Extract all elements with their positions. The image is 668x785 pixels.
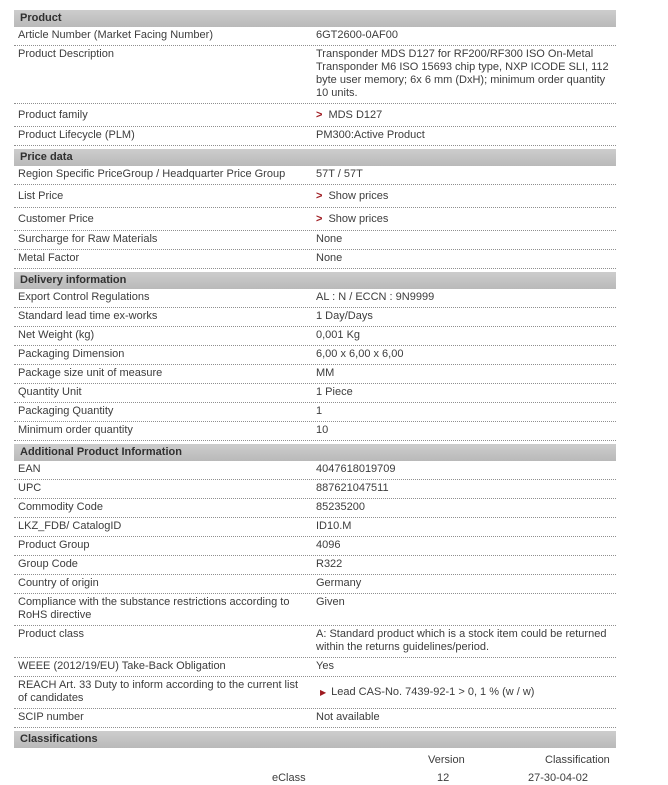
row-surcharge-for-raw-materials bbox=[14, 231, 616, 250]
section-header-product bbox=[14, 10, 616, 27]
row-value-text: Transponder MDS D127 for RF200/RF300 ISO On-Metal Transponder M6 ISO 15693 chip type, NXP ICODE SLI, 112 byte user memory; 6x 6 mm (DxH); minimum order quantity 10 units. bbox=[316, 48, 612, 99]
row-label: Group Code bbox=[18, 558, 78, 570]
classification-name: eClass bbox=[272, 772, 306, 784]
row-country-of-origin bbox=[14, 575, 616, 594]
section-price-data bbox=[14, 149, 616, 269]
row-value-text: Given bbox=[316, 596, 345, 608]
row-value-text: Not available bbox=[316, 711, 380, 723]
row-label: REACH Art. 33 Duty to inform according to the current list of candidates bbox=[18, 679, 299, 704]
row-value bbox=[316, 558, 616, 571]
row-minimum-order-quantity bbox=[14, 422, 616, 441]
row-label: Surcharge for Raw Materials bbox=[18, 233, 158, 245]
row-value-text: 1 Day/Days bbox=[316, 310, 373, 322]
row-value bbox=[316, 190, 616, 203]
section-delivery-information bbox=[14, 272, 616, 441]
row-value bbox=[316, 168, 616, 181]
row-label: UPC bbox=[18, 482, 42, 494]
classifications-col-version: Version bbox=[428, 754, 465, 766]
row-label: Standard lead time ex-works bbox=[18, 310, 158, 322]
row-lkz-fdb-catalogid bbox=[14, 518, 616, 537]
row-reach-art-33-duty-to-inform-according-to-the-current-list-of-candidates bbox=[14, 677, 616, 709]
row-value bbox=[316, 539, 616, 552]
row-value-text: 85235200 bbox=[316, 501, 365, 513]
row-label: Package size unit of measure bbox=[18, 367, 163, 379]
row-label: List Price bbox=[18, 190, 64, 202]
row-label: Compliance with the substance restrictions according to RoHS directive bbox=[18, 596, 290, 621]
row-value-text: A: Standard product which is a stock item could be returned within the returns guidelines/period. bbox=[316, 628, 610, 653]
section-title: Product bbox=[20, 12, 62, 24]
row-value-text: 6,00 x 6,00 x 6,00 bbox=[316, 348, 404, 360]
row-scip-number bbox=[14, 709, 616, 728]
row-value-text: PM300:Active Product bbox=[316, 129, 425, 141]
row-product-class bbox=[14, 626, 616, 658]
row-compliance-with-the-substance-restrictions-according-to-rohs-directive bbox=[14, 594, 616, 626]
classification-code: 27-30-04-02 bbox=[528, 772, 588, 784]
row-value bbox=[316, 129, 616, 142]
product-datasheet bbox=[14, 10, 616, 785]
row-value-text: 0,001 Kg bbox=[316, 329, 361, 341]
row-label: Packaging Dimension bbox=[18, 348, 125, 360]
section-additional-product-information bbox=[14, 444, 616, 728]
row-label: Packaging Quantity bbox=[18, 405, 114, 417]
row-value-text: R322 bbox=[316, 558, 343, 570]
row-customer-price bbox=[14, 208, 616, 231]
row-standard-lead-time-ex-works bbox=[14, 308, 616, 327]
row-value-text: 10 bbox=[316, 424, 329, 436]
row-value bbox=[316, 686, 616, 699]
chevron-right-icon[interactable]: > bbox=[316, 190, 323, 202]
row-value-text: 4096 bbox=[316, 539, 341, 551]
section-product bbox=[14, 10, 616, 146]
row-label: Product family bbox=[18, 109, 88, 121]
row-label: Region Specific PriceGroup / Headquarter Price Group bbox=[18, 168, 286, 180]
row-export-control-regulations bbox=[14, 289, 616, 308]
row-label: Product Group bbox=[18, 539, 90, 551]
row-metal-factor bbox=[14, 250, 616, 269]
row-group-code bbox=[14, 556, 616, 575]
row-product-group bbox=[14, 537, 616, 556]
row-product-family bbox=[14, 104, 616, 127]
row-value bbox=[316, 213, 616, 226]
row-value-text: Germany bbox=[316, 577, 362, 589]
row-value-text: 4047618019709 bbox=[316, 463, 396, 475]
section-title: Classifications bbox=[20, 733, 98, 745]
sections-container bbox=[14, 10, 616, 728]
row-value bbox=[316, 405, 616, 418]
row-label: Product class bbox=[18, 628, 85, 640]
section-title: Price data bbox=[20, 151, 73, 163]
row-value-text: ID10.M bbox=[316, 520, 352, 532]
classification-row bbox=[14, 772, 616, 785]
classifications-col-empty bbox=[14, 754, 428, 767]
row-packaging-quantity bbox=[14, 403, 616, 422]
section-title: Delivery information bbox=[20, 274, 127, 286]
row-value-text: Yes bbox=[316, 660, 334, 672]
row-value bbox=[316, 660, 616, 673]
row-upc bbox=[14, 480, 616, 499]
row-label: SCIP number bbox=[18, 711, 84, 723]
row-value-text: 57T / 57T bbox=[316, 168, 363, 180]
row-value bbox=[316, 628, 616, 654]
row-value bbox=[316, 596, 616, 622]
row-value bbox=[316, 463, 616, 476]
row-value bbox=[316, 367, 616, 380]
row-value bbox=[316, 29, 616, 42]
link-show-prices[interactable]: Show prices bbox=[328, 190, 389, 202]
link-show-prices[interactable]: Show prices bbox=[328, 213, 389, 225]
row-value bbox=[316, 577, 616, 590]
row-label: Metal Factor bbox=[18, 252, 80, 264]
flag-triangle-icon: ▶ bbox=[320, 687, 327, 697]
classification-version: 12 bbox=[437, 772, 450, 784]
row-value-text: MM bbox=[316, 367, 335, 379]
row-value bbox=[316, 48, 616, 100]
row-label: Customer Price bbox=[18, 213, 94, 225]
row-label: Quantity Unit bbox=[18, 386, 82, 398]
row-packaging-dimension bbox=[14, 346, 616, 365]
row-label: Product Lifecycle (PLM) bbox=[18, 129, 135, 141]
row-value bbox=[316, 233, 616, 246]
classifications-col-classification: Classification bbox=[545, 754, 610, 766]
row-value-text: None bbox=[316, 252, 343, 264]
section-header-additional-product-information bbox=[14, 444, 616, 461]
row-label: Net Weight (kg) bbox=[18, 329, 95, 341]
row-value bbox=[316, 310, 616, 323]
row-label: Country of origin bbox=[18, 577, 99, 589]
classifications-header-row bbox=[14, 754, 616, 767]
row-value bbox=[316, 252, 616, 265]
chevron-right-icon[interactable]: > bbox=[316, 109, 323, 121]
row-value bbox=[316, 291, 616, 304]
row-value-text: 6GT2600-0AF00 bbox=[316, 29, 398, 41]
row-label: Article Number (Market Facing Number) bbox=[18, 29, 213, 41]
row-net-weight-kg bbox=[14, 327, 616, 346]
section-header-classifications bbox=[14, 731, 616, 748]
row-value bbox=[316, 711, 616, 724]
row-value bbox=[316, 348, 616, 361]
row-article-number-market-facing-number bbox=[14, 27, 616, 46]
row-value bbox=[316, 109, 616, 122]
row-weee-2012-19-eu-take-back-obligation bbox=[14, 658, 616, 677]
row-label: EAN bbox=[18, 463, 41, 475]
row-value bbox=[316, 424, 616, 437]
row-label: Minimum order quantity bbox=[18, 424, 133, 436]
row-ean bbox=[14, 461, 616, 480]
row-label: Export Control Regulations bbox=[18, 291, 150, 303]
row-package-size-unit-of-measure bbox=[14, 365, 616, 384]
row-label: Commodity Code bbox=[18, 501, 103, 513]
row-value bbox=[316, 386, 616, 399]
row-value bbox=[316, 482, 616, 495]
row-value-text: 1 Piece bbox=[316, 386, 353, 398]
section-header-delivery-information bbox=[14, 272, 616, 289]
link-mds-d127[interactable]: MDS D127 bbox=[328, 109, 383, 121]
row-value-text: 887621047511 bbox=[316, 482, 389, 494]
row-commodity-code bbox=[14, 499, 616, 518]
section-title: Additional Product Information bbox=[20, 446, 182, 458]
row-region-specific-pricegroup-headquarter-price-group bbox=[14, 166, 616, 185]
row-value-text: AL : N / ECCN : 9N9999 bbox=[316, 291, 435, 303]
section-header-price-data bbox=[14, 149, 616, 166]
row-quantity-unit bbox=[14, 384, 616, 403]
row-product-description bbox=[14, 46, 616, 104]
chevron-right-icon[interactable]: > bbox=[316, 213, 323, 225]
row-value bbox=[316, 520, 616, 533]
row-label: WEEE (2012/19/EU) Take-Back Obligation bbox=[18, 660, 226, 672]
row-label: Product Description bbox=[18, 48, 114, 60]
row-list-price bbox=[14, 185, 616, 208]
row-value bbox=[316, 501, 616, 514]
row-value-text: None bbox=[316, 233, 343, 245]
row-product-lifecycle-plm bbox=[14, 127, 616, 146]
row-value bbox=[316, 329, 616, 342]
row-label: LKZ_FDB/ CatalogID bbox=[18, 520, 122, 532]
row-value-text: 1 bbox=[316, 405, 323, 417]
row-value-text: Lead CAS-No. 7439-92-1 > 0, 1 % (w / w) bbox=[331, 685, 535, 698]
